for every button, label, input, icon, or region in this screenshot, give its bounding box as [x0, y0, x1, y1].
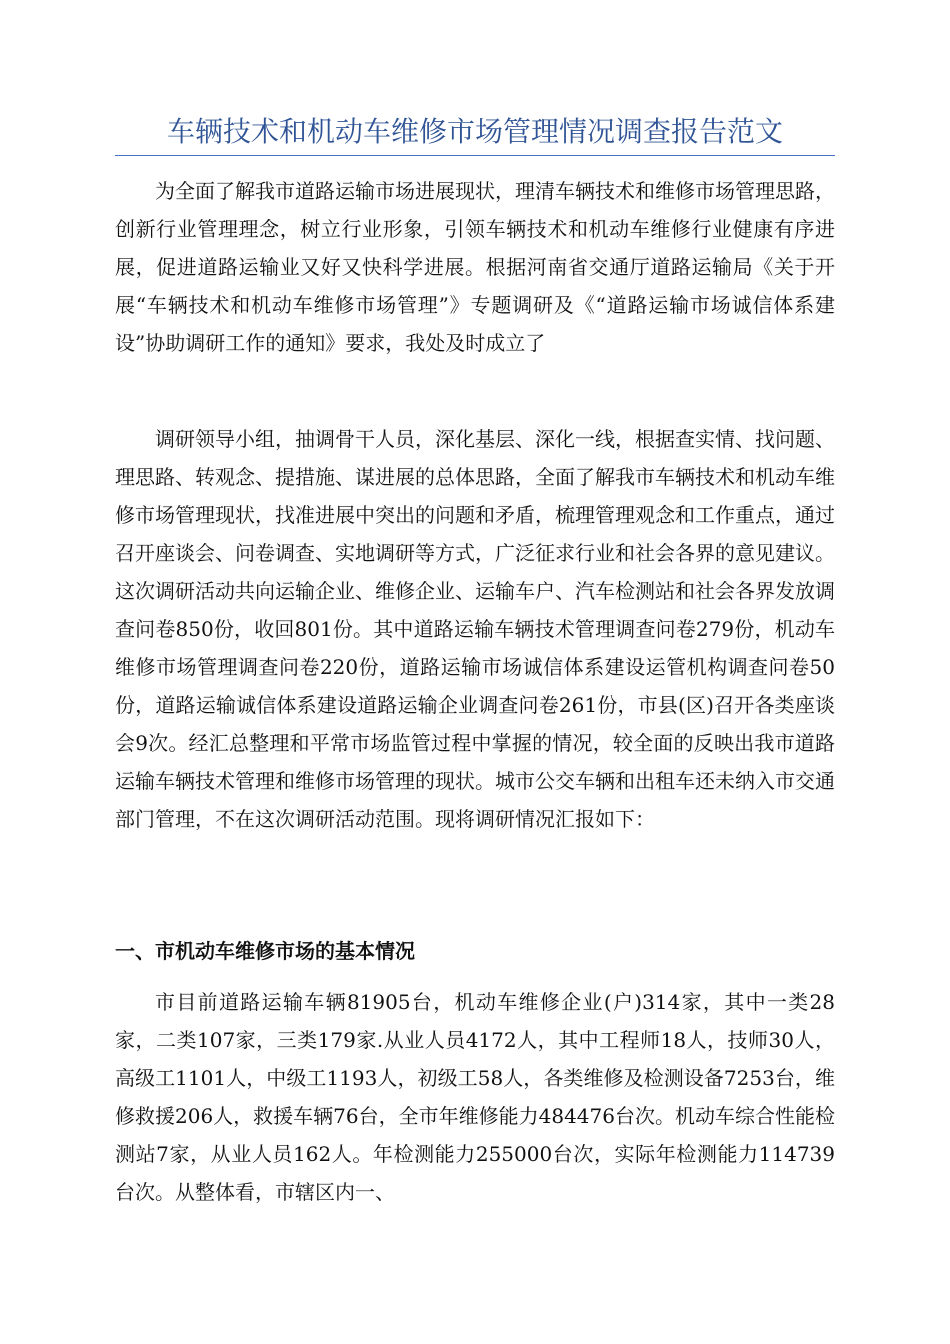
document-title: 车辆技术和机动车维修市场管理情况调查报告范文 — [166, 115, 783, 148]
section-heading: 一、市机动车维修市场的基本情况 — [115, 939, 415, 963]
paragraph-intro: 为全面了解我市道路运输市场进展现状，理清车辆技术和维修市场管理思路，创新行业管理理念，树立行业形象，引领车辆技术和机动车维修行业健康有序进展，促进道路运输业又好又快科学进展。根据河南省交通厅道路运输局《关于开展“车辆技术和机动车维修市场管理”》专题调研及《“道路运输市场诚信体系建设”协助调研工作的通知》要求，我处及时成立了 — [115, 179, 835, 355]
paragraph-basic-situation: 市目前道路运输车辆81905台，机动车维修企业(户)314家，其中一类28家，二类107家，三类179家.从业人员4172人，其中工程师18人，技师30人，高级工1101人，中级工1193人，初级工58人，各类维修及检测设备7253台，维修救援206人，救援车辆76台，全市年维修能力484476台次。机动车综合性能检测站7家，从业人员162人。年检测能力255000台次，实际年检测能力114739台次。从整体看，市辖区内一、 — [115, 990, 835, 1204]
paragraph-investigation: 调研领导小组，抽调骨干人员，深化基层、深化一线，根据查实情、找问题、理思路、转观念、提措施、谋进展的总体思路，全面了解我市车辆技术和机动车维修市场管理现状，找准进展中突出的问题和矛盾，梳理管理观念和工作重点，通过召开座谈会、问卷调查、实地调研等方式，广泛征求行业和社会各界的意见建议。这次调研活动共向运输企业、维修企业、运输车户、汽车检测站和社会各界发放调查问卷850份，收回801份。其中道路运输车辆技术管理调查问卷279份，机动车维修市场管理调查问卷220份，道路运输市场诚信体系建设运管机构调查问卷50份，道路运输诚信体系建设道路运输企业调查问卷261份，市县(区)召开各类座谈会9次。经汇总整理和平常市场监管过程中掌握的情况，较全面的反映出我市道路运输车辆技术管理和维修市场管理的现状。城市公交车辆和出租车还未纳入市交通部门管理，不在这次调研活动范围。现将调研情况汇报如下： — [115, 427, 835, 831]
title-underline — [115, 155, 835, 156]
